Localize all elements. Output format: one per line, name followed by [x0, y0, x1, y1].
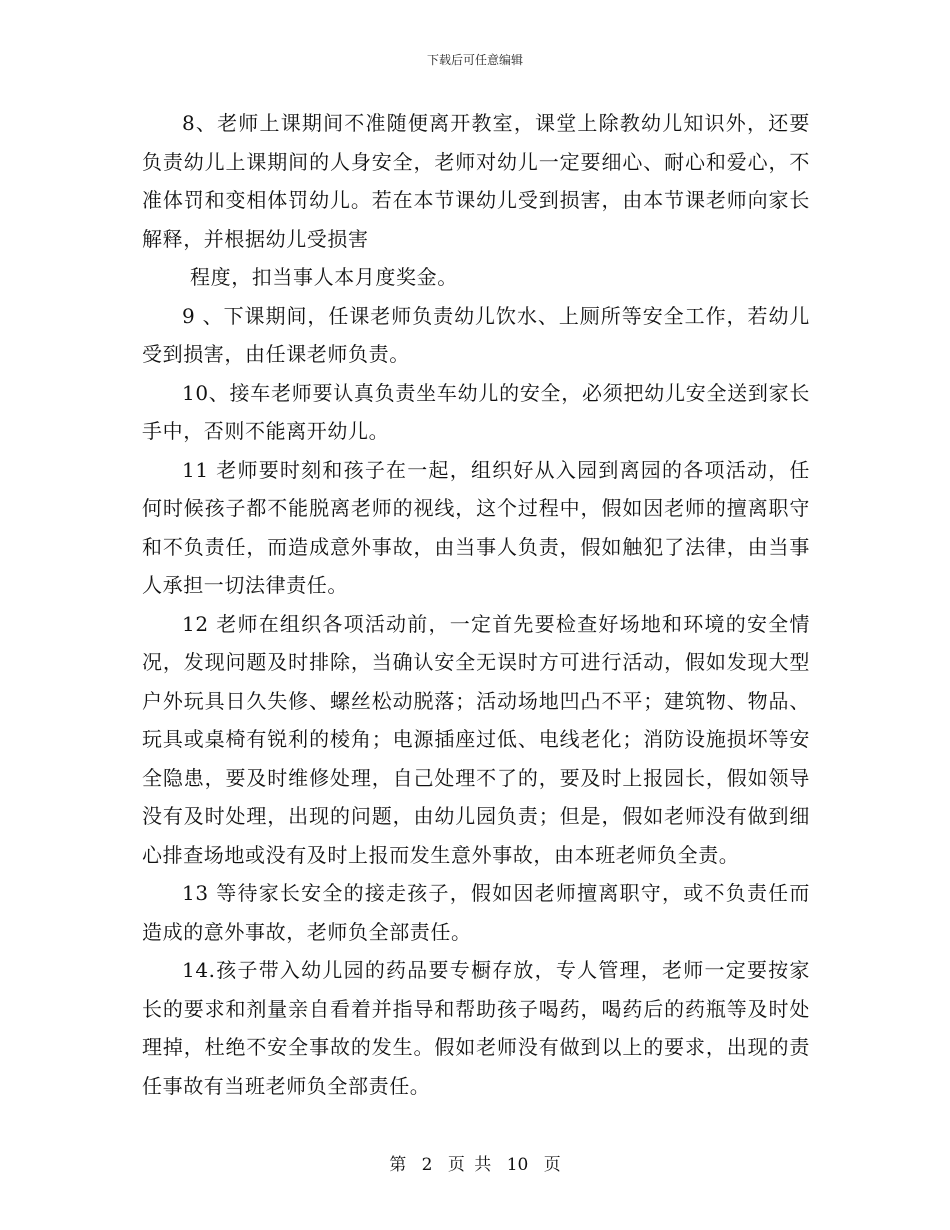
footer-page-number: 2 [421, 1155, 433, 1175]
footer-middle: 页 共 [447, 1155, 492, 1175]
paragraph-item-8-continued: 程度，扣当事人本月度奖金。 [190, 265, 458, 289]
paragraph-item-8: 8、老师上课期间不准随便离开教室，课堂上除教幼儿知识外，还要负责幼儿上课期间的人身安全，老师对幼儿一定要细心、耐心和爱心，不准体罚和变相体罚幼儿。若在本节课幼儿受到损害，由本节课老师向家长解释，并根据幼儿受损害 [142, 111, 810, 251]
paragraph-item-13: 13 等待家长安全的接走孩子，假如因老师擅离职守，或不负责任而造成的意外事故，老师负全部责任。 [142, 881, 810, 944]
page-footer [0, 1154, 950, 1176]
paragraph-item-10: 10、接车老师要认真负责坐车幼儿的安全，必须把幼儿安全送到家长手中，否则不能离开幼儿。 [142, 380, 810, 443]
paragraph-item-14: 14.孩子带入幼儿园的药品要专橱存放，专人管理，老师一定要按家长的要求和剂量亲自看着并指导和帮助孩子喝药，喝药后的药瓶等及时处理掉，杜绝不安全事故的发生。假如老师没有做到以上的要求，出现的责任事故有当班老师负全部责任。 [142, 958, 810, 1098]
page-header: 下载后可任意编辑 [426, 53, 523, 67]
footer-suffix: 页 [543, 1155, 561, 1175]
paragraph-item-9: 9 、下课期间，任课老师负责幼儿饮水、上厕所等安全工作，若幼儿受到损害，由任课老师负责。 [142, 303, 810, 366]
paragraph-item-11: 11 老师要时刻和孩子在一起，组织好从入园到离园的各项活动，任何时候孩子都不能脱离老师的视线，这个过程中，假如因老师的擅离职守和不负责任，而造成意外事故，由当事人负责，假如触犯了法律，由当事人承担一切法律责任。 [142, 457, 810, 597]
footer-prefix: 第 [389, 1155, 407, 1175]
footer-total-pages: 10 [506, 1155, 529, 1175]
paragraph-item-12: 12 老师在组织各项活动前，一定首先要检查好场地和环境的安全情况，发现问题及时排除，当确认安全无误时方可进行活动，假如发现大型户外玩具日久失修、螺丝松动脱落；活动场地凹凸不平；建筑物、物品、玩具或桌椅有锐利的棱角；电源插座过低、电线老化；消防设施损坏等安全隐患，要及时维修处理，自己处理不了的，要及时上报园长，假如领导没有及时处理，出现的问题，由幼儿园负责；但是，假如老师没有做到细心排查场地或没有及时上报而发生意外事故，由本班老师负全责。 [142, 611, 810, 867]
document-body [142, 104, 810, 1105]
